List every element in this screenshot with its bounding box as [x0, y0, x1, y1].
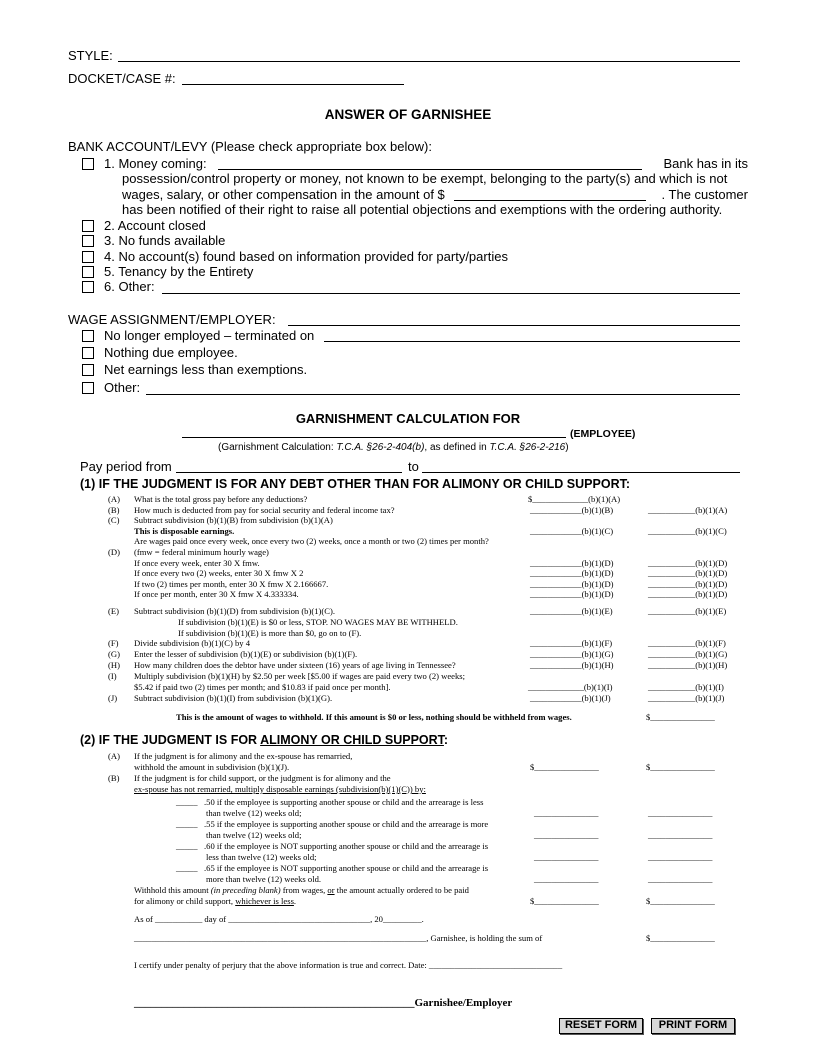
garnishee-holding-line[interactable]: ____________________________________________________________________, Garnishee, is holding the sum of: [134, 933, 543, 943]
row-text: withhold the amount in subdivision (b)(1)(J).: [134, 762, 290, 772]
row-e-note-go: If subdivision (b)(1)(E) is more than $0, go on to (F).: [178, 628, 362, 638]
row-blank-col2[interactable]: ___________(b)(1)(D): [648, 557, 728, 568]
style-input[interactable]: [118, 61, 740, 62]
page-title: ANSWER OF GARNISHEE: [324, 107, 492, 122]
row-blank-col2[interactable]: ___________(b)(1)(A): [648, 504, 728, 515]
row-letter: (C): [108, 515, 120, 526]
checkbox-no-funds[interactable]: [82, 235, 94, 247]
calc-statute-note: (Garnishment Calculation: T.C.A. §26-2-404(b), as defined in T.C.A. §26-2-216): [218, 442, 569, 453]
percent-50-col1[interactable]: _______________: [534, 808, 599, 818]
row-blank-col1[interactable]: ____________(b)(1)(D): [530, 578, 614, 589]
row-text: (fmw = federal minimum hourly wage): [134, 547, 269, 557]
reset-form-button[interactable]: RESET FORM: [559, 1018, 643, 1034]
row-blank-col1[interactable]: ____________(b)(1)(D): [530, 557, 614, 568]
percent-65-col2[interactable]: _______________: [648, 874, 713, 884]
docket-input[interactable]: [182, 84, 404, 85]
customer-text: . The customer: [661, 187, 748, 202]
section2-heading: (2) IF THE JUDGMENT IS FOR ALIMONY OR CHILD SUPPORT:: [80, 733, 449, 747]
row-letter: (H): [108, 660, 120, 670]
section1-heading: (1) IF THE JUDGMENT IS FOR ANY DEBT OTHER THAN FOR ALIMONY OR CHILD SUPPORT:: [80, 477, 631, 491]
row-blank-col1[interactable]: ____________(b)(1)(C): [530, 525, 614, 536]
percent-65-col1[interactable]: _______________: [534, 874, 599, 884]
percent-55-col1[interactable]: _______________: [534, 830, 599, 840]
row-blank-col2[interactable]: ___________(b)(1)(D): [648, 568, 728, 579]
terminated-label: No longer employed – terminated on: [104, 328, 315, 343]
row-text: How many children does the debtor have under sixteen (16) years of age living in Tennessee?: [134, 660, 456, 670]
row-blank-col2[interactable]: ___________(b)(1)(G): [648, 649, 728, 659]
bank-heading: BANK ACCOUNT/LEVY (Please check appropriate box below):: [68, 139, 432, 154]
row-blank-col1[interactable]: ____________(b)(1)(F): [530, 638, 613, 648]
bank-other-label: 6. Other:: [104, 279, 155, 294]
holding-sum-input[interactable]: $_______________: [646, 933, 715, 943]
percent-60-text: .60 if the employee is NOT supporting another spouse or child and the arrearage is: [204, 841, 489, 851]
checkbox-terminated[interactable]: [82, 330, 94, 342]
row-letter: (J): [108, 693, 118, 703]
row-blank-col1[interactable]: ____________(b)(1)(D): [530, 568, 614, 579]
percent-65-input[interactable]: _____: [176, 863, 198, 873]
percent-50-col2[interactable]: _______________: [648, 808, 713, 818]
docket-label: DOCKET/CASE #:: [68, 71, 176, 86]
row-blank-col2[interactable]: ___________(b)(1)(H): [648, 660, 728, 670]
row-text: What is the total gross pay before any deductions?: [134, 494, 308, 504]
withhold-instruction: for alimony or child support, whichever is less.: [134, 896, 297, 906]
percent-50-text: .50 if the employee is supporting another spouse or child and the arrearage is less: [204, 797, 484, 807]
row-letter: (B): [108, 504, 120, 515]
row-letter: (G): [108, 649, 120, 659]
row-text: Subtract subdivision (b)(1)(I) from subdivision (b)(1)(G).: [134, 693, 333, 703]
tenancy-label: 5. Tenancy by the Entirety: [104, 264, 254, 279]
percent-55-text: than twelve (12) weeks old;: [206, 830, 302, 840]
percent-55-input[interactable]: _____: [176, 819, 198, 829]
row-letter: (D): [108, 547, 120, 557]
row-text: If once every week, enter 30 X fmw.: [134, 557, 260, 568]
row-blank-col1[interactable]: ____________(b)(1)(E): [530, 606, 613, 616]
percent-60-text: less than twelve (12) weeks old;: [206, 852, 317, 862]
withhold-amount-text: This is the amount of wages to withhold. If this amount is $0 or less, nothing should be withheld from wages.: [176, 712, 572, 722]
row-text: How much is deducted from pay for social security and federal income tax?: [134, 504, 395, 515]
percent-55-text: .55 if the employee is supporting another spouse or child and the arrearage is more: [204, 819, 489, 829]
percent-55-col2[interactable]: _______________: [648, 830, 713, 840]
employee-label: (EMPLOYEE): [570, 428, 636, 440]
style-label: STYLE:: [68, 48, 113, 63]
money-coming-line4: has been notified of their right to raise all potential objections and exemptions with the ordering authority.: [122, 202, 723, 217]
row-text: This is disposable earnings.: [134, 525, 235, 536]
withhold-col2[interactable]: $_______________: [646, 896, 715, 906]
row-blank-col1[interactable]: ____________(b)(1)(B): [530, 504, 614, 515]
money-coming-label: 1. Money coming:: [104, 156, 207, 171]
row-text: If two (2) times per month, enter 30 X fmw X 2.166667.: [134, 578, 329, 589]
row-letter: (A): [108, 751, 120, 761]
certification-line[interactable]: I certify under penalty of perjury that the above information is true and correct. Date: _______________________________: [134, 960, 563, 970]
row-text: Divide subdivision (b)(1)(C) by 4: [134, 638, 251, 648]
row-blank-col2[interactable]: ___________(b)(1)(D): [648, 578, 728, 589]
percent-60-input[interactable]: _____: [176, 841, 198, 851]
withhold-amount-input[interactable]: $_______________: [646, 712, 715, 722]
account-closed-label: 2. Account closed: [104, 218, 206, 233]
amount-input[interactable]: [454, 200, 646, 201]
row-blank-col1[interactable]: ____________(b)(1)(J): [530, 693, 611, 703]
row-text: Subtract subdivision (b)(1)(D) from subdivision (b)(1)(C).: [134, 606, 335, 616]
bank-name-input[interactable]: [218, 169, 642, 170]
wage-heading-input[interactable]: [288, 325, 740, 326]
checkbox-nothing-due[interactable]: [82, 347, 94, 359]
row-blank-col2[interactable]: ___________(b)(1)(F): [648, 638, 726, 648]
nothing-due-label: Nothing due employee.: [104, 345, 238, 360]
wage-heading: WAGE ASSIGNMENT/EMPLOYER:: [68, 312, 276, 327]
wage-other-input[interactable]: [146, 394, 740, 395]
row-text: If the judgment is for child support, or the judgment is for alimony and the: [134, 773, 391, 783]
row-text: ex-spouse has not remarried, multiply disposable earnings (subdivision(b)(1)(C)) by:: [134, 784, 426, 794]
checkbox-no-account[interactable]: [82, 251, 94, 263]
alimony-remarried-col1[interactable]: $_______________: [530, 762, 599, 772]
as-of-date-line[interactable]: As of ___________ day of _________________________________, 20_________.: [134, 914, 424, 924]
print-form-button[interactable]: PRINT FORM: [651, 1018, 735, 1034]
row-text: If the judgment is for alimony and the ex-spouse has remarried,: [134, 751, 353, 761]
row-blank-col1[interactable]: _____________(b)(1)(I): [528, 682, 613, 692]
row-e-note-stop: If subdivision (b)(1)(E) is $0 or less, STOP. NO WAGES MAY BE WITHHELD.: [178, 617, 458, 627]
bank-other-input[interactable]: [162, 293, 740, 294]
money-coming-line2: possession/control property or money, not known to be exempt, belonging to the party(s) and which is not: [122, 171, 728, 186]
pay-period-from-input[interactable]: [176, 472, 402, 473]
row-blank-col1[interactable]: ____________(b)(1)(G): [530, 649, 614, 659]
percent-60-col2[interactable]: _______________: [648, 852, 713, 862]
row-blank-col2[interactable]: ___________(b)(1)(E): [648, 606, 727, 616]
row-blank-col1[interactable]: ____________(b)(1)(D): [530, 589, 614, 600]
pay-period-from-label: Pay period from: [80, 459, 172, 474]
net-earnings-label: Net earnings less than exemptions.: [104, 362, 308, 377]
signature-line[interactable]: ___________________________________________________Garnishee/Employer: [134, 997, 513, 1009]
row-blank-col2[interactable]: ___________(b)(1)(C): [648, 525, 727, 536]
percent-65-text: .65 if the employee is NOT supporting another spouse or child and the arrearage is: [204, 863, 489, 873]
percent-50-input[interactable]: _____: [176, 797, 198, 807]
withhold-instruction: Withhold this amount (in preceding blank) from wages, or the amount actually ordered to be paid: [134, 885, 469, 895]
percent-50-text: than twelve (12) weeks old;: [206, 808, 302, 818]
alimony-remarried-col2[interactable]: $_______________: [646, 762, 715, 772]
row-blank-col2[interactable]: ___________(b)(1)(J): [648, 693, 725, 703]
no-funds-label: 3. No funds available: [104, 233, 226, 248]
pay-period-to-label: to: [408, 459, 419, 474]
row-text: Enter the lesser of subdivision (b)(1)(E) or subdivision (b)(1)(F).: [134, 649, 358, 659]
row-blank-col1[interactable]: $_____________(b)(1)(A): [528, 494, 621, 504]
no-account-label: 4. No account(s) found based on information provided for party/parties: [104, 249, 508, 264]
bank-has-text: Bank has in its: [663, 156, 748, 171]
terminated-date-input[interactable]: [324, 341, 740, 342]
employee-name-input[interactable]: [182, 437, 566, 438]
calc-heading: GARNISHMENT CALCULATION FOR: [295, 411, 521, 426]
checkbox-tenancy[interactable]: [82, 266, 94, 278]
checkbox-bank-other[interactable]: [82, 281, 94, 293]
checkbox-account-closed[interactable]: [82, 220, 94, 232]
row-text: $5.42 if paid two (2) times per month; and $10.83 if paid once per month].: [134, 682, 391, 692]
wage-other-label: Other:: [104, 380, 141, 395]
withhold-col1[interactable]: $_______________: [530, 896, 599, 906]
row-blank-col2[interactable]: ___________(b)(1)(I): [648, 682, 724, 692]
row-letter: (B): [108, 773, 120, 783]
checkbox-net-earnings[interactable]: [82, 364, 94, 376]
row-blank-col2[interactable]: ___________(b)(1)(D): [648, 589, 728, 600]
row-text: If once per month, enter 30 X fmw X 4.333334.: [134, 589, 299, 600]
checkbox-money-coming[interactable]: [82, 158, 94, 170]
money-coming-line3: wages, salary, or other compensation in the amount of $: [122, 187, 445, 202]
row-text: Multiply subdivision (b)(1)(H) by $2.50 per week [$5.00 if wages are paid every two (2) weeks;: [134, 671, 466, 681]
row-letter: (A): [108, 494, 120, 504]
row-text: Subtract subdivision (b)(1)(B) from subdivision (b)(1)(A): [134, 515, 333, 526]
row-letter: (F): [108, 638, 119, 648]
row-text: If once every two (2) weeks, enter 30 X fmw X 2: [134, 568, 304, 579]
row-blank-col1[interactable]: ____________(b)(1)(H): [530, 660, 614, 670]
percent-60-col1[interactable]: _______________: [534, 852, 599, 862]
pay-period-to-input[interactable]: [422, 472, 740, 473]
row-text: Are wages paid once every week, once every two (2) weeks, once a month or two (2) times per month?: [134, 536, 489, 547]
percent-65-text: more than twelve (12) weeks old.: [206, 874, 322, 884]
checkbox-wage-other[interactable]: [82, 382, 94, 394]
row-letter: (E): [108, 606, 119, 616]
row-letter: (I): [108, 671, 117, 681]
